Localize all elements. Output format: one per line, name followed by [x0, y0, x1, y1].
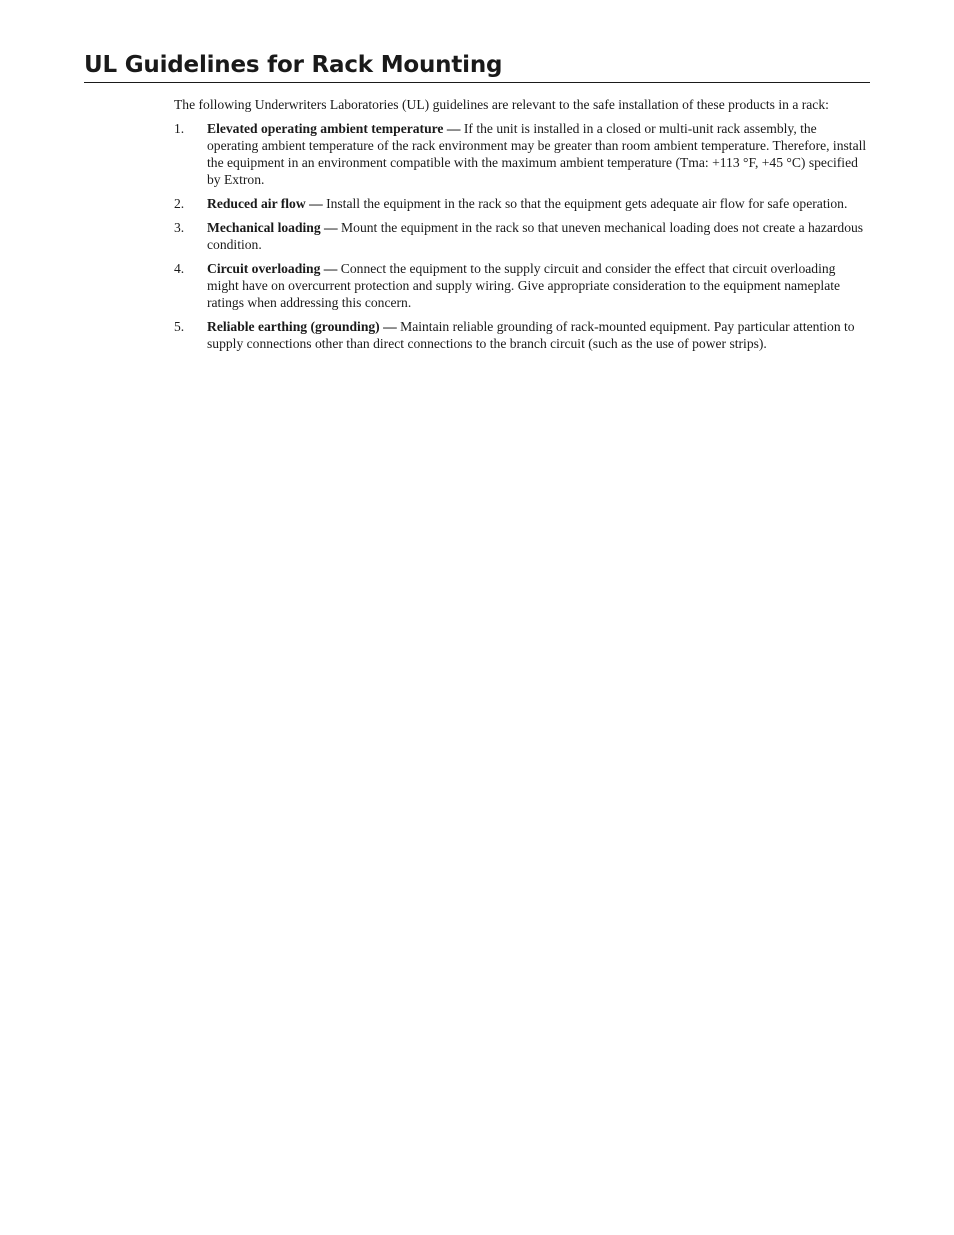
- page-title: UL Guidelines for Rack Mounting: [84, 52, 503, 78]
- intro-paragraph: The following Underwriters Laboratories (UL) guidelines are relevant to the safe installation of these products in a rack:: [174, 97, 829, 112]
- item-body: Install the equipment in the rack so that the equipment gets adequate air flow for safe operation.: [322, 196, 848, 211]
- item-title: Circuit overloading —: [207, 261, 338, 276]
- item-body: Connect the equipment to the supply circuit and consider the effect that circuit overloading might have on overcurrent protection and supply wiring. Give appropriate consideration to the equipment nameplate ratings when addressing this concern.: [207, 261, 841, 310]
- item-title: Elevated operating ambient temperature —: [207, 121, 461, 136]
- guideline-item-4: [174, 260, 870, 311]
- item-number: 1.: [174, 121, 185, 136]
- item-body: Mount the equipment in the rack so that uneven mechanical loading does not create a hazardous condition.: [207, 220, 864, 252]
- guideline-item-2: [174, 195, 870, 212]
- guideline-item-1: [174, 120, 870, 188]
- document-body: [174, 96, 870, 359]
- item-text: [207, 195, 870, 212]
- title-divider: [84, 82, 870, 83]
- item-number: 2.: [174, 196, 185, 211]
- item-number: 3.: [174, 220, 185, 235]
- item-text: [207, 318, 870, 352]
- guideline-item-3: [174, 219, 870, 253]
- item-title: Reliable earthing (grounding) —: [207, 319, 397, 334]
- guideline-item-5: [174, 318, 870, 352]
- item-title: Reduced air flow —: [207, 196, 323, 211]
- item-text: [207, 120, 870, 188]
- item-text: [207, 219, 870, 253]
- item-title: Mechanical loading —: [207, 220, 338, 235]
- item-body: Maintain reliable grounding of rack-mounted equipment. Pay particular attention to supply connections other than direct connections to the branch circuit (such as the use of power strips).: [207, 319, 855, 351]
- item-number: 5.: [174, 319, 185, 334]
- item-number: 4.: [174, 261, 185, 276]
- item-body: If the unit is installed in a closed or multi-unit rack assembly, the operating ambient temperature of the rack environment may be greater than room ambient temperature. Therefore, install the equipment in an environment compatible with the maximum ambient temperature (Tma: +113 °F, +45 °C) specified by Extron.: [207, 121, 867, 187]
- item-text: [207, 260, 870, 311]
